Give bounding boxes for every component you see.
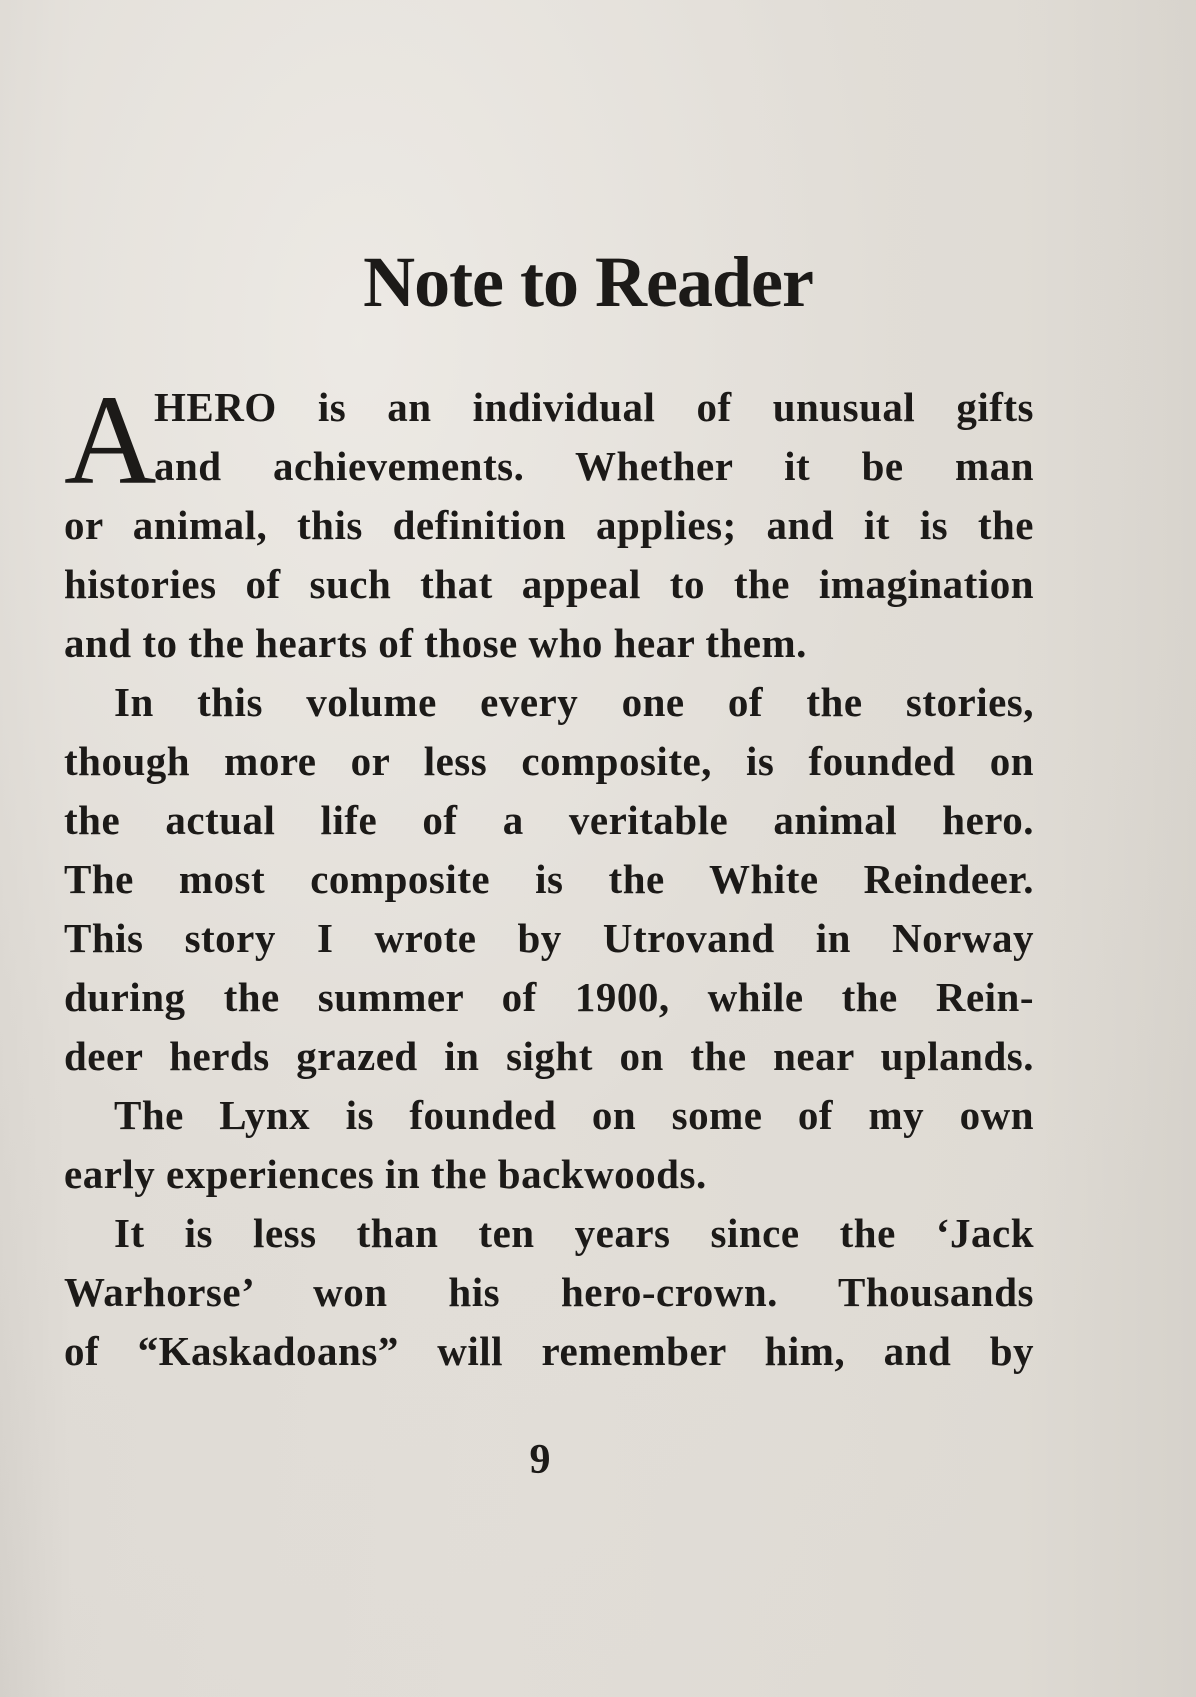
text-line: It is less than ten years since the ‘Jack bbox=[114, 1210, 1034, 1256]
text-line: histories of such that appeal to the imagination bbox=[64, 561, 1034, 607]
text-line: early experiences in the backwoods. bbox=[64, 1151, 707, 1197]
page-number: 9 bbox=[529, 1437, 551, 1483]
text-line: the actual life of a veritable animal hero. bbox=[64, 797, 1034, 843]
text-line: This story I wrote by Utrovand in Norway bbox=[64, 915, 1034, 961]
text-line: deer herds grazed in sight on the near uplands. bbox=[64, 1033, 1034, 1079]
drop-cap: A bbox=[64, 369, 157, 511]
body-text bbox=[64, 369, 1034, 1381]
text-line: and to the hearts of those who hear them. bbox=[64, 620, 807, 666]
page-title: Note to Reader bbox=[363, 242, 813, 322]
text-line: HERO is an individual of unusual gifts bbox=[154, 384, 1034, 430]
text-line: The Lynx is founded on some of my own bbox=[114, 1092, 1034, 1138]
text-line: of “Kaskadoans” will remember him, and by bbox=[64, 1328, 1034, 1374]
text-line: though more or less composite, is founded on bbox=[64, 738, 1034, 784]
text-line: In this volume every one of the stories, bbox=[114, 679, 1034, 725]
text-line: The most composite is the White Reindeer. bbox=[64, 856, 1034, 902]
text-line: Warhorse’ won his hero-crown. Thousands bbox=[64, 1269, 1034, 1315]
text-line: during the summer of 1900, while the Rein- bbox=[64, 974, 1034, 1020]
text-line: or animal, this definition applies; and it is the bbox=[64, 502, 1034, 548]
text-line: and achievements. Whether it be man bbox=[154, 443, 1034, 489]
